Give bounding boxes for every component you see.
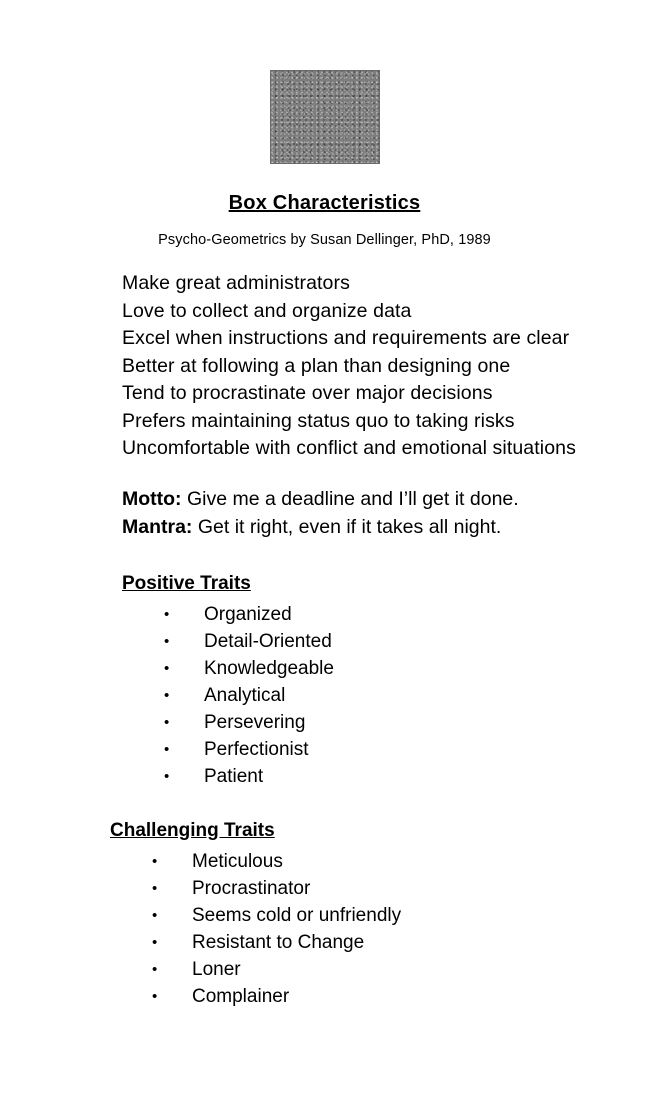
- bullet-icon: •: [152, 879, 158, 897]
- list-item-label: Procrastinator: [192, 877, 311, 899]
- list-item-label: Knowledgeable: [204, 657, 334, 679]
- list-item: [152, 848, 609, 875]
- list-item-label: Resistant to Change: [192, 931, 365, 953]
- statement-line: Prefers maintaining status quo to taking risks: [122, 409, 515, 432]
- bullet-icon: •: [164, 605, 170, 623]
- list-item-label: Patient: [204, 765, 264, 787]
- list-item: [164, 628, 609, 655]
- challenging-traits-section: [40, 820, 609, 1010]
- list-item-label: Detail-Oriented: [204, 630, 332, 652]
- list-item: [164, 709, 609, 736]
- motto-block: [122, 485, 589, 541]
- list-item-label: Complainer: [192, 985, 290, 1007]
- mantra-label: Mantra:: [122, 515, 193, 538]
- list-item-label: Persevering: [204, 711, 306, 733]
- list-item: [152, 929, 609, 956]
- bullet-icon: •: [164, 740, 170, 758]
- statements-block: [40, 270, 609, 541]
- bullet-icon: •: [164, 713, 170, 731]
- statement-line: Make great administrators: [122, 272, 350, 294]
- page-subtitle: Psycho-Geometrics by Susan Dellinger, PhD, 1989: [158, 232, 491, 248]
- gray-square-box-icon: [270, 70, 380, 164]
- bullet-icon: •: [152, 906, 158, 924]
- list-item: [152, 983, 609, 1010]
- statement-line: Excel when instructions and requirements are clear: [122, 327, 570, 349]
- statement-line: Love to collect and organize data: [122, 299, 412, 322]
- bullet-icon: •: [164, 659, 170, 677]
- list-item-label: Analytical: [204, 684, 286, 706]
- list-item-label: Loner: [192, 958, 241, 980]
- list-item: [164, 601, 609, 628]
- document-page: [0, 70, 649, 1094]
- list-item-label: Organized: [204, 603, 292, 625]
- positive-traits-heading: Positive Traits: [122, 572, 251, 594]
- mantra-line: [122, 513, 589, 541]
- list-item: [152, 875, 609, 902]
- bullet-icon: •: [152, 852, 158, 870]
- page-title: Box Characteristics: [228, 192, 421, 214]
- motto-line: [122, 485, 589, 513]
- list-item: [164, 763, 609, 790]
- mantra-text: Get it right, even if it takes all night.: [197, 515, 502, 538]
- positive-traits-section: [40, 573, 609, 790]
- list-item-label: Perfectionist: [204, 738, 309, 760]
- statement-line: Tend to procrastinate over major decisions: [122, 382, 493, 404]
- list-item: [164, 655, 609, 682]
- bullet-icon: •: [152, 987, 158, 1005]
- bullet-icon: •: [152, 933, 158, 951]
- bullet-icon: •: [164, 767, 170, 785]
- challenging-traits-list: [110, 848, 609, 1010]
- statement-line: Uncomfortable with conflict and emotional situations: [122, 437, 576, 459]
- list-item-label: Meticulous: [192, 850, 283, 872]
- positive-traits-list: [122, 601, 609, 790]
- list-item: [164, 682, 609, 709]
- list-item: [152, 956, 609, 983]
- motto-label: Motto:: [122, 487, 182, 510]
- bullet-icon: •: [152, 960, 158, 978]
- list-item: [152, 902, 609, 929]
- bullet-icon: •: [164, 632, 170, 650]
- list-item-label: Seems cold or unfriendly: [192, 904, 402, 926]
- challenging-traits-heading: Challenging Traits: [110, 819, 275, 841]
- statement-line: Better at following a plan than designing one: [122, 354, 511, 377]
- motto-text: Give me a deadline and I’ll get it done.: [186, 487, 519, 510]
- bullet-icon: •: [164, 686, 170, 704]
- list-item: [164, 736, 609, 763]
